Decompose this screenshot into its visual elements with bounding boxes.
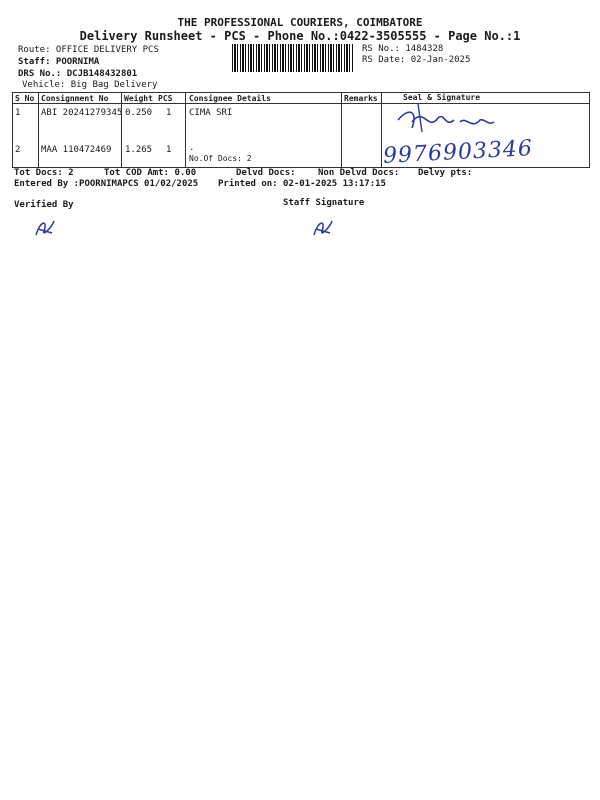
delivered-docs: Delvd Docs:	[236, 168, 296, 178]
delivery-points: Delvy pts:	[418, 168, 473, 178]
header-sno: S No	[15, 94, 35, 103]
handwritten-phone: 9976903346	[382, 136, 534, 169]
runsheet-title: Delivery Runsheet - PCS - Phone No.:0422-3505555 - Page No.:1	[79, 29, 521, 43]
header-consignment: Consignment No	[41, 94, 109, 103]
col-divider	[38, 93, 39, 167]
header-remarks: Remarks	[344, 94, 378, 103]
rs-number: RS No.: 1484328	[362, 44, 444, 54]
row2-consignee: .	[189, 143, 195, 153]
printed-on: Printed on: 02-01-2025 13:17:15	[218, 179, 386, 189]
receiver-signature-icon	[388, 98, 508, 142]
route-label: Route: OFFICE DELIVERY PCS	[18, 45, 159, 55]
header-pcs: PCS	[158, 94, 173, 103]
company-name: THE PROFESSIONAL COURIERS, COIMBATORE	[177, 16, 423, 29]
vehicle-label: Vehicle: Big Bag Delivery	[22, 80, 158, 90]
staff-signature-icon	[308, 215, 338, 241]
row2-consignment: MAA 110472469	[41, 145, 112, 155]
col-divider	[381, 93, 382, 167]
col-divider	[341, 93, 342, 167]
drs-number: DRS No.: DCJB148432801	[18, 69, 138, 79]
row1-sno: 1	[15, 108, 21, 118]
no-of-docs: No.Of Docs: 2	[189, 154, 252, 163]
entered-by: Entered By :POORNIMAPCS 01/02/2025	[14, 179, 199, 189]
barcode	[232, 44, 354, 72]
staff-signature-label: Staff Signature	[283, 198, 365, 208]
col-divider	[185, 93, 186, 167]
row2-pcs: 1	[166, 145, 172, 155]
row1-consignee: CIMA SRI	[189, 108, 233, 118]
verified-by-label: Verified By	[14, 200, 74, 210]
staff-label: Staff: POORNIMA	[18, 57, 100, 67]
rs-date: RS Date: 02-Jan-2025	[362, 55, 471, 65]
header-seal-signature: Seal & Signature	[403, 93, 481, 102]
header-consignee: Consignee Details	[189, 94, 271, 103]
verifier-signature-icon	[30, 215, 60, 241]
row2-sno: 2	[15, 145, 21, 155]
total-docs: Tot Docs: 2	[14, 168, 74, 178]
row1-consignment: ABI 20241279345	[41, 108, 123, 118]
row2-weight: 1.265	[125, 145, 153, 155]
non-delivered-docs: Non Delvd Docs:	[318, 168, 400, 178]
row1-pcs: 1	[166, 108, 172, 118]
row1-weight: 0.250	[125, 108, 153, 118]
total-cod-amount: Tot COD Amt: 0.00	[104, 168, 197, 178]
header-weight: Weight	[124, 94, 153, 103]
col-divider	[121, 93, 122, 167]
